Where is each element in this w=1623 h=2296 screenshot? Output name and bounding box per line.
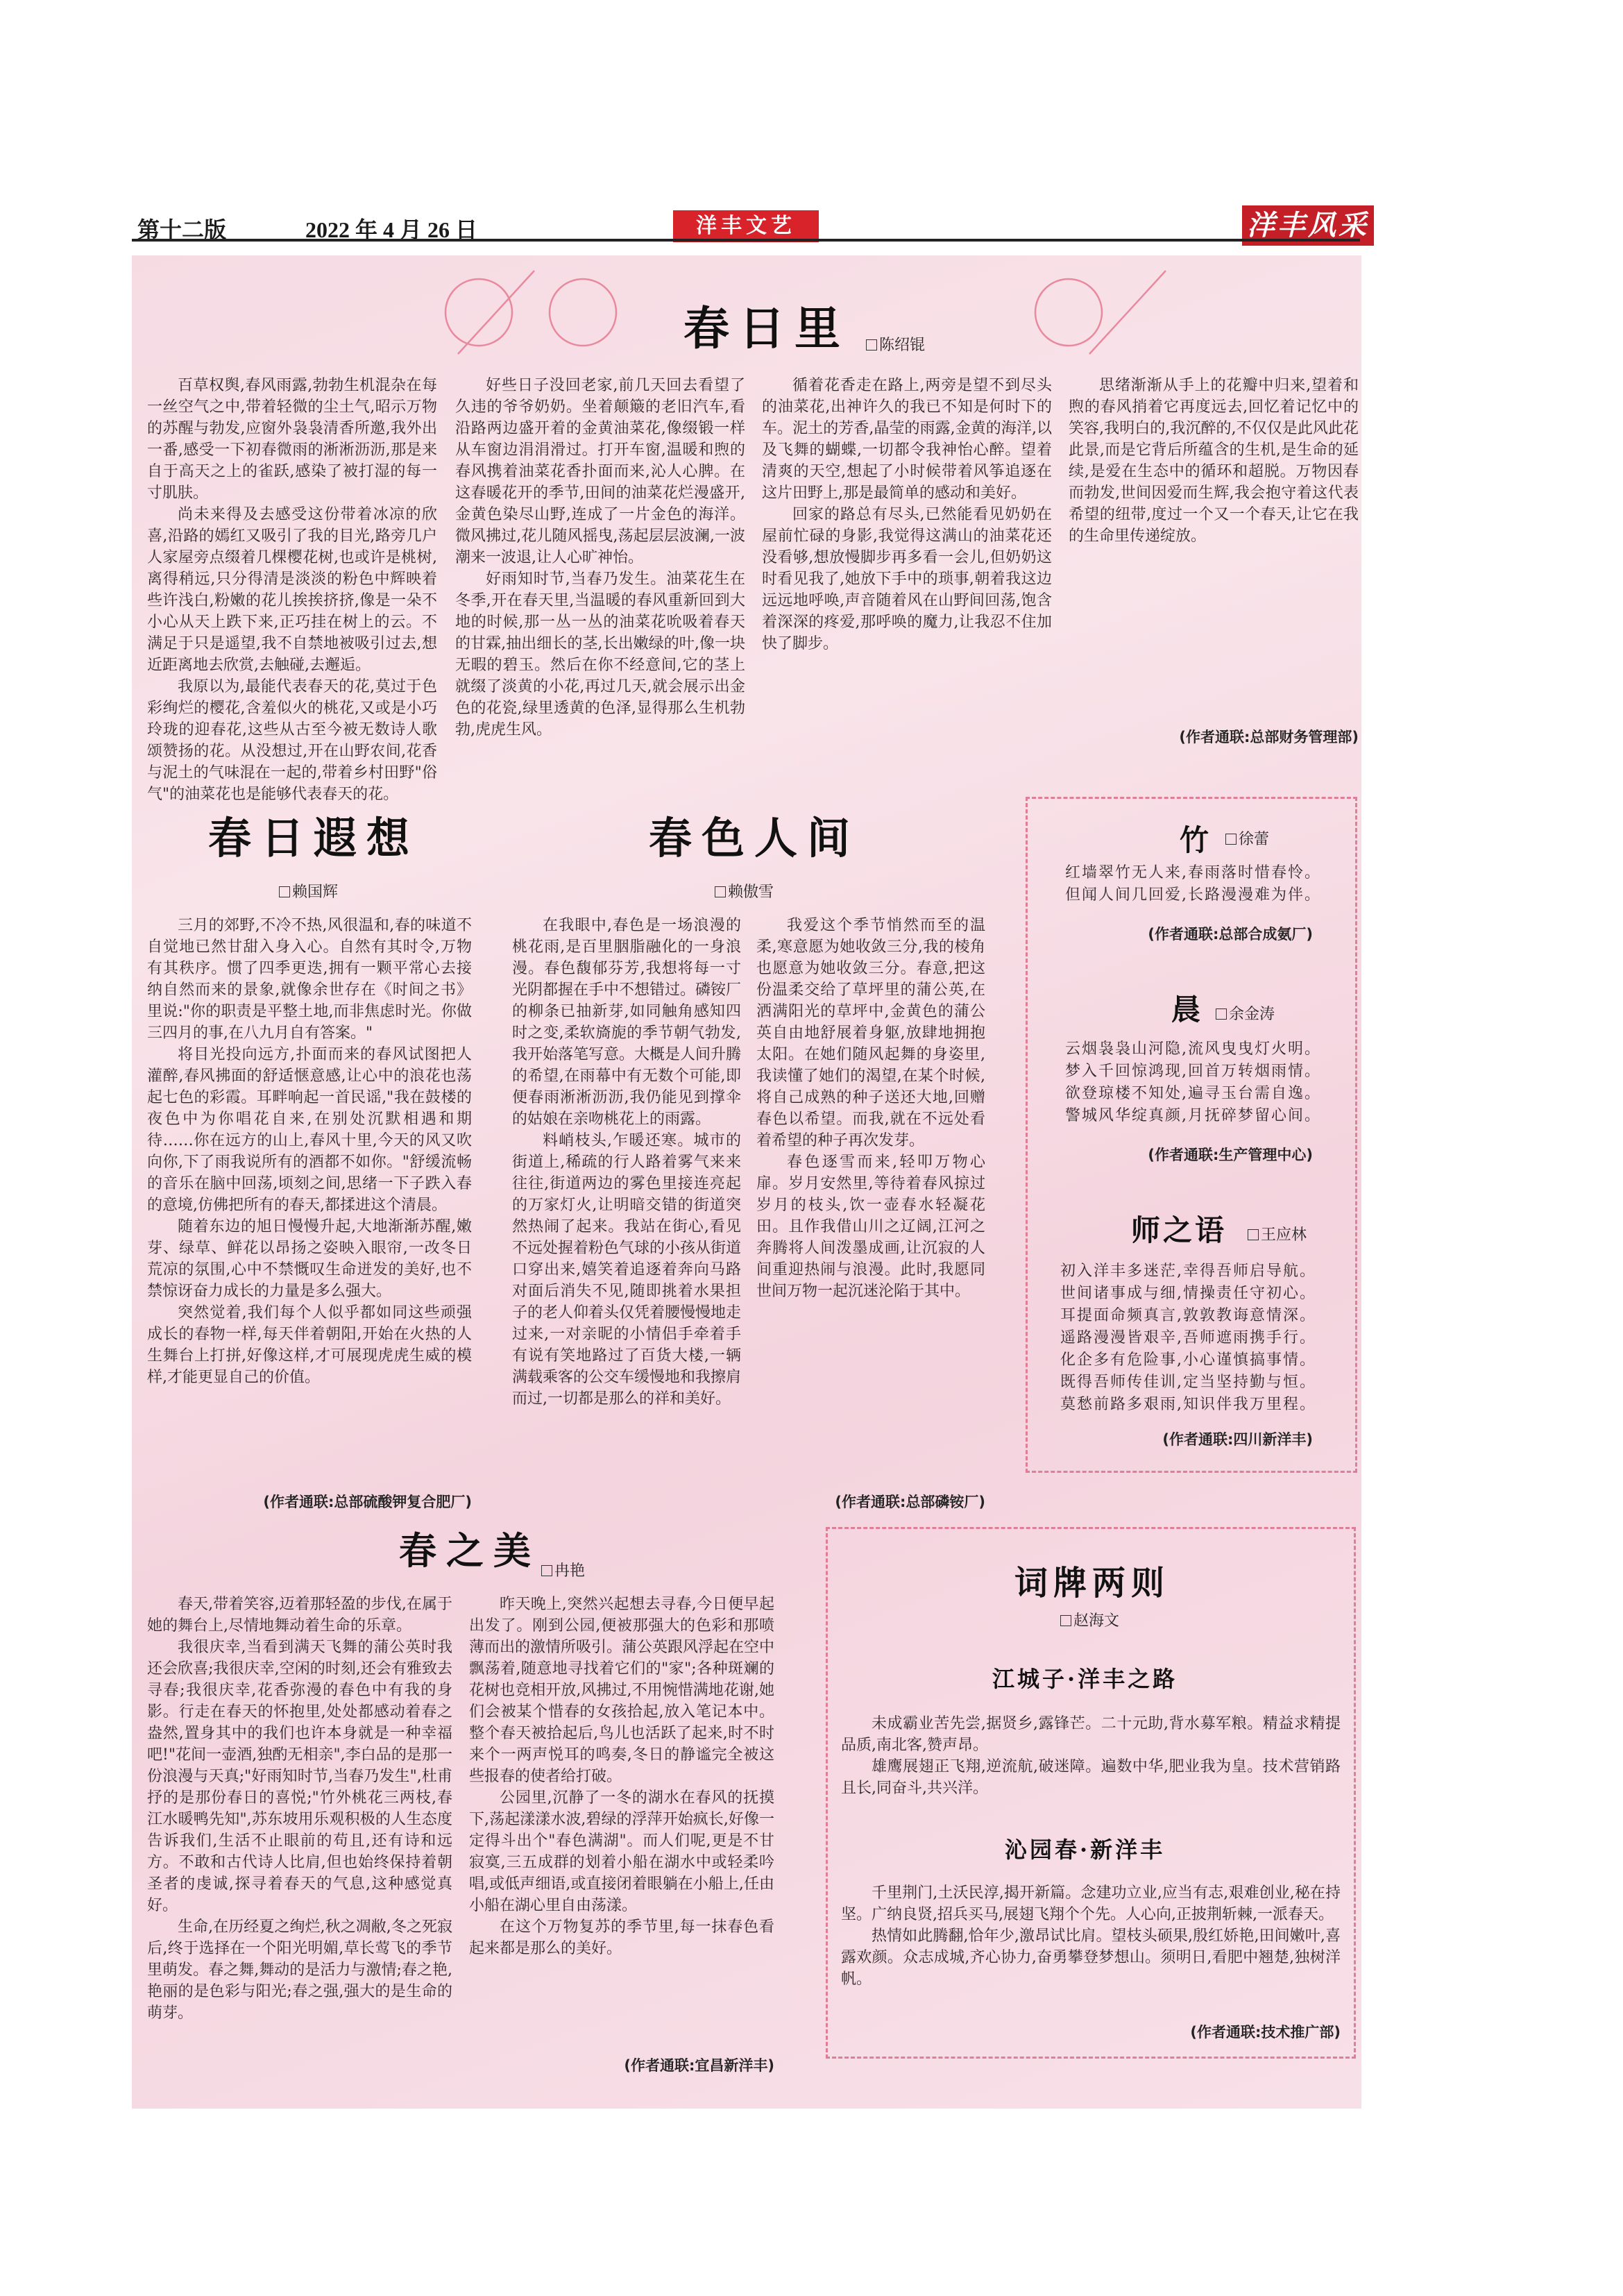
poem-bamboo-lines [1065, 862, 1321, 906]
author-contact: (作者通联:生产管理中心) [1148, 1147, 1313, 1163]
author-lai-aoxue: 赖傲雪 [715, 880, 774, 902]
author-chen-shaokun: 陈绍锟 [866, 333, 925, 355]
issue-date: 2022 年 4 月 26 日 [305, 217, 478, 242]
paragraph: 好雨知时节,当春乃发生。油菜花生在冬季,开在春天里,当温暖的春风重新回到大地的时候,那一丛一丛的油菜花吮吸着春天的甘霖,抽出细长的茎,长出嫩绿的叶,像一块无暇的碧玉。然后在你不经意间,它的茎上就缀了淡黄的小花,再过几天,就会展示出金色的花瓷,绿里透黄的色泽,显得那么生机勃勃,虎虎生风。 [455, 571, 745, 738]
poem-line: 但闻人间几回爱,长路漫漫难为伴。 [1065, 886, 1321, 904]
poem-line: 警城风华绽真颜,月抚碎梦留心间。 [1065, 1107, 1321, 1124]
author-contact: (作者通联:总部合成氨厂) [1148, 926, 1313, 943]
paragraph: 春天,带着笑容,迈着那轻盈的步伐,在属于她的舞台上,尽情地舞动着生命的乐章。 [147, 1596, 452, 1635]
article-spring-day-col-4 [1069, 375, 1359, 547]
poem-line: 梦入千回惊鸿现,回首万转烟雨情。 [1065, 1063, 1321, 1080]
paragraph: 我原以为,最能代表春天的花,莫过于色彩绚烂的樱花,含羞似火的桃花,又或是小巧玲珑的迎春花,这些从古至今被无数诗人歌颂赞扬的花。从没想过,开在山野农间,花香与泥土的气味混在一起的,带着乡村田野"俗气"的油菜花也是能够代表春天的花。 [147, 678, 437, 803]
paragraph: 在我眼中,春色是一场浪漫的桃花雨,是百里胭脂融化的一身浪漫。春色馥郁芬芳,我想将每一寸光阴都握在手中不想错过。磷铵厂的柳条已抽新芽,如同触角感知四时之变,柔软旖旎的季节朝气勃发,我开始落笔写意。大概是人间升腾的希望,在雨幕中有无数个可能,即便春雨淅淅沥沥,我仍能见到撑伞的姑娘在亲吻桃花上的雨露。 [512, 917, 742, 1128]
poem-line: 世间诸事成与细,情操责任守初心。 [1060, 1285, 1316, 1302]
paragraph: 昨天晚上,突然兴起想去寻春,今日便早起出发了。刚到公园,便被那强大的色彩和那喷薄而出的激情所吸引。蒲公英跟风浮起在空中飘荡着,随意地寻找着它们的"家";各种斑斓的花树也竞相开放,风拂过,不用惋惜满地花谢,她们会被某个惜春的女孩拾起,放入笔记本中。整个春天被拾起后,鸟儿也活跃了起来,时不时来个一两声悦耳的鸣奏,冬日的静谧完全被这些报春的使者给打破。 [469, 1596, 775, 1785]
article-beauty-of-spring-col-2 [469, 1594, 774, 1959]
ci-subtitle-jiangchengzi: 江城子·洋丰之路 [992, 1666, 1178, 1692]
paragraph: 将目光投向远方,扑面而来的春风试图把人灌醉,春风拂面的舒适惬意感,让心中的浪花也荡起七色的彩霞。耳畔响起一首民谣,"我在鼓楼的夜色中为你唱花自来,在别处沉默相遇和期待……你在远方的山上,春风十里,今天的风又吹向你,下了雨我说所有的酒都不如你。"舒缓流畅的音乐在脑中回荡,顷刻之间,思绪一下子跌入春的意境,仿佛把所有的春天,都揉进这个清晨。 [147, 1046, 472, 1214]
poem-teacher-lines [1060, 1260, 1316, 1416]
paragraph: 千里荆门,土沃民淳,揭开新篇。念建功立业,应当有志,艰难创业,秘在持坚。广纳良贤,招兵买马,展翅飞翔个个先。人心向,正披荆斩棘,一派春天。 [841, 1884, 1341, 1923]
article-beauty-of-spring-col-1 [147, 1594, 452, 2024]
poem-line: 耳提面命频真言,敦敦教诲意情深。 [1060, 1307, 1316, 1324]
paragraph: 我爱这个季节悄然而至的温柔,寒意愿为她收敛三分,我的棱角也愿意为她收敛三分。春意,把这份温柔交给了草坪里的蒲公英,在洒满阳光的草坪中,金黄色的蒲公英自由地舒展着身躯,放肆地拥抱太阳。在她们随风起舞的身姿里,我读懂了她们的渴望,在某个时候,将自己成熟的种子送还大地,回赠春色以希望。而我,就在不远处看着希望的种子再次发芽。 [756, 917, 985, 1149]
author-contact: (作者通联:技术推广部) [1190, 2024, 1341, 2041]
ci-title: 词牌两则 [1014, 1564, 1171, 1603]
poem-line: 莫愁前路多艰雨,知识伴我万里程。 [1060, 1396, 1316, 1413]
poem-line: 化企多有危险事,小心谨慎搞事情。 [1060, 1351, 1316, 1369]
article-spring-world-col-2 [756, 915, 985, 1302]
poem-line: 云烟袅袅山河隐,流风曳曳灯火明。 [1065, 1040, 1321, 1058]
poem-line: 既得吾师传佳训,定当坚持勤与恒。 [1060, 1374, 1316, 1391]
author-contact: (作者通联:总部硫酸钾复合肥厂) [263, 1494, 472, 1510]
author-contact: (作者通联:宜昌新洋丰) [624, 2057, 774, 2074]
author-xu-lei: 徐蕾 [1225, 827, 1269, 849]
poem-title-morning: 晨 [1171, 993, 1204, 1027]
author-contact: (作者通联:总部磷铵厂) [835, 1494, 985, 1510]
article-title-spring-world: 春色人间 [649, 813, 860, 863]
author-contact: (作者通联:总部财务管理部) [1179, 729, 1359, 745]
paragraph: 公园里,沉静了一冬的湖水在春风的抚摸下,荡起漾漾水波,碧绿的浮萍开始疯长,好像一定得斗出个"春色满湖"。而人们呢,更是不甘寂寞,三五成群的划着小船在湖水中或轻柔吟唱,或低声细语,或直接闭着眼躺在小船上,任由小船在湖心里自由荡漾。 [469, 1789, 774, 1914]
masthead-logo: 洋丰风采 [1242, 205, 1374, 246]
author-wang-yinglin: 王应林 [1248, 1223, 1307, 1244]
paragraph: 尚未来得及去感受这份带着冰凉的欣喜,沿路的嫣红又吸引了我的目光,路旁几户人家屋旁点缀着几棵樱花树,也或许是桃树,离得稍远,只分得清是淡淡的粉色中辉映着些许浅白,粉嫩的花儿挨挨挤挤,像是一朵不小心从天上跌下来,正巧挂在树上的云。不满足于只是遥望,我不自禁地被吸引过去,想近距离地去欣赏,去触碰,去邂逅。 [147, 506, 437, 674]
author-zhao-haiwen: 赵海文 [1060, 1609, 1119, 1630]
author-yu-jintao: 余金涛 [1216, 1002, 1275, 1024]
article-spring-day-col-2 [455, 375, 745, 741]
paragraph: 百草权舆,春风雨露,勃勃生机混杂在每一丝空气之中,带着轻微的尘土气,昭示万物的苏醒与勃发,应窗外袅袅清香所邀,我外出一番,感受一下初春微雨的淅淅沥沥,那是来自于高天之上的雀跃,感染了被打湿的每一寸肌肤。 [147, 377, 437, 502]
ci-jiangchengzi-body [841, 1713, 1341, 1799]
article-spring-reverie-body [147, 915, 472, 1388]
article-title-spring-day: 春日里 [683, 301, 850, 355]
ci-qinyuanchun-body [841, 1882, 1341, 1990]
deco-line-2 [1089, 271, 1166, 354]
article-spring-day-col-1 [147, 375, 437, 805]
author-lai-guohui: 赖国辉 [279, 880, 338, 902]
poem-line: 初入洋丰多迷茫,幸得吾师启导航。 [1060, 1263, 1316, 1280]
paragraph: 好些日子没回老家,前几天回去看望了久违的爷爷奶奶。坐着颠簸的老旧汽车,看沿路两边盛开着的金黄油菜花,像缀锻一样从车窗边涓涓滑过。打开车窗,温暖和煦的春风携着油菜花香扑面而来,沁人心脾。在这春暖花开的季节,田间的油菜花烂漫盛开,金黄色染尽山野,连成了一片金色的海洋。微风拂过,花儿随风摇曳,荡起层层波澜,一波潮来一波退,让人心旷神怡。 [455, 377, 745, 566]
paragraph: 循着花香走在路上,两旁是望不到尽头的油菜花,出神许久的我已不知是何时下的车。泥土的芳香,晶莹的雨露,金黄的海洋,以及飞舞的蝴蝶,一切都令我神怡心醉。望着清爽的天空,想起了小时候带着风筝追逐在这片田野上,那是最简单的感动和美好。 [762, 377, 1052, 502]
poem-title-bamboo: 竹 [1180, 823, 1212, 857]
paragraph: 在这个万物复苏的季节里,每一抹春色看起来都是那么的美好。 [469, 1918, 774, 1957]
paragraph: 回家的路总有尽头,已然能看见奶奶在屋前忙碌的身影,我觉得这满山的油菜花还没看够,想放慢脚步再多看一会儿,但奶奶这时看见我了,她放下手中的琐事,朝着我这边远远地呼唤,声音随着风在山野间回荡,饱含着深深的疼爱,那呼唤的魔力,让我忍不住加快了脚步。 [762, 506, 1052, 652]
paragraph: 突然觉着,我们每个人似乎都如同这些顽强成长的春物一样,每天伴着朝阳,开始在火热的人生舞台上打拼,好像这样,才可展现虎虎生威的模样,才能更显自己的价值。 [147, 1304, 472, 1386]
deco-circle-3 [1035, 279, 1102, 346]
page-number: 第十二版 [137, 217, 227, 242]
ci-subtitle-qinyuanchun: 沁园春·新洋丰 [1005, 1837, 1166, 1863]
paragraph: 春色逐雪而来,轻叩万物心扉。岁月安然里,等待着春风掠过岁月的枝头,饮一壶春水轻凝花田。且作我借山川之辽阔,江河之奔腾将人间泼墨成画,让沉寂的人间重迎热闹与浪漫。此时,我愿同世间万物一起沉迷沦陷于其中。 [756, 1154, 985, 1300]
section-tag: 洋丰文艺 [673, 210, 819, 242]
header-rule [132, 239, 1360, 242]
article-title-beauty-of-spring: 春之美 [399, 1528, 541, 1573]
paragraph: 思绪渐渐从手上的花瓣中归来,望着和煦的春风捎着它再度远去,回忆着记忆中的笑容,我明白的,我沉醉的,不仅仅是此风此花此景,而是它背后所蕴含的生机,是生命的延续,是爱在生态中的循环和超脱。万物因春而勃发,世间因爱而生辉,我会抱守着这代表希望的纽带,度过一个又一个春天,让它在我的生命里传递绽放。 [1069, 377, 1359, 545]
poem-line: 红墙翠竹无人来,春雨落时惜春怜。 [1065, 864, 1321, 881]
paragraph: 我很庆幸,当看到满天飞舞的蒲公英时我还会欣喜;我很庆幸,空闲的时刻,还会有雅致去寻春;我很庆幸,花香弥漫的春色中有我的身影。行走在春天的怀抱里,处处都感动着春之盎然,置身其中的我们也许本身就是一种幸福吧!"花间一壶酒,独酌无相亲",李白品的是那一份浪漫与天真;"好雨知时节,当春乃发生",杜甫抒的是那份春日的喜悦;"竹外桃花三两枝,春江水暖鸭先知",苏东坡用乐观积极的人生态度告诉我们,生活不止眼前的苟且,还有诗和远方。不敢和古代诗人比肩,但也始终保持着朝圣者的虔诚,探寻着春天的气息,这种感觉真好。 [147, 1639, 452, 1914]
paragraph: 雄鹰展翅正飞翔,逆流航,破迷障。遍数中华,肥业我为皇。技术营销路且长,同奋斗,共兴洋。 [841, 1758, 1341, 1797]
poem-morning-lines [1065, 1038, 1321, 1127]
deco-circle-2 [550, 279, 616, 346]
deco-circle-1 [445, 279, 512, 346]
poem-title-teacher: 师之语 [1131, 1213, 1227, 1247]
article-spring-day-col-3 [762, 375, 1052, 655]
article-title-spring-reverie: 春日遐想 [208, 813, 420, 863]
paragraph: 料峭枝头,乍暖还寒。城市的街道上,稀疏的行人路着雾气来来往往,街道两边的雾色里接连亮起的万家灯火,让明暗交错的街道突然热闹了起来。我站在街心,看见不远处握着粉色气球的小孩从街道口穿出来,嬉笑着追逐着奔向马路对面后消失不见,随即挑着水果担子的老人仰着头仅凭着腰慢慢地走过来,一对亲昵的小情侣手牵着手有说有笑地路过了百货大楼,一辆满载乘客的公交车缓慢地和我擦肩而过,一切都是那么的祥和美好。 [512, 1132, 742, 1408]
paragraph: 生命,在历经夏之绚烂,秋之凋敝,冬之死寂后,终于选择在一个阳光明媚,草长莺飞的季节里萌发。春之舞,舞动的是活力与激情;春之艳,艳丽的是色彩与阳光;春之强,强大的是生命的萌芽。 [147, 1918, 452, 2022]
paragraph: 热情如此腾翻,恰年少,激昂试比肩。望枝头硕果,殷红娇艳,田间嫩叶,喜露欢颜。众志成城,齐心协力,奋勇攀登梦想山。须明日,看肥中翘楚,独树洋帆。 [841, 1927, 1341, 1988]
author-ran-yan: 冉艳 [541, 1559, 585, 1580]
article-spring-world-col-1 [512, 915, 741, 1410]
paragraph: 随着东边的旭日慢慢升起,大地渐渐苏醒,嫩芽、绿草、鲜花以昂扬之姿映入眼帘,一改冬日荒凉的氛围,心中不禁慨叹生命迸发的美好,也不禁惊讶奋力成长的力量是多么强大。 [147, 1218, 472, 1300]
paragraph: 未成霸业苦先尝,据贤乡,露锋芒。二十元助,背水募军粮。精益求精提品质,南北客,赞声昂。 [841, 1715, 1341, 1754]
author-contact: (作者通联:四川新洋丰) [1162, 1431, 1313, 1448]
poem-line: 遥路漫漫皆艰辛,吾师遮雨携手行。 [1060, 1329, 1316, 1347]
poem-line: 欲登琼楼不知处,遍寻玉台需自逸。 [1065, 1085, 1321, 1102]
paragraph: 三月的郊野,不冷不热,风很温和,春的味道不自觉地已然甘甜入身入心。自然有其时令,万物有其秩序。惯了四季更迭,拥有一颗平常心去接纳自然而来的景象,就像余世存在《时间之书》里说:"你的职责是平整土地,而非焦虑时光。你做三四月的事,在八九月自有答案。" [147, 917, 472, 1042]
